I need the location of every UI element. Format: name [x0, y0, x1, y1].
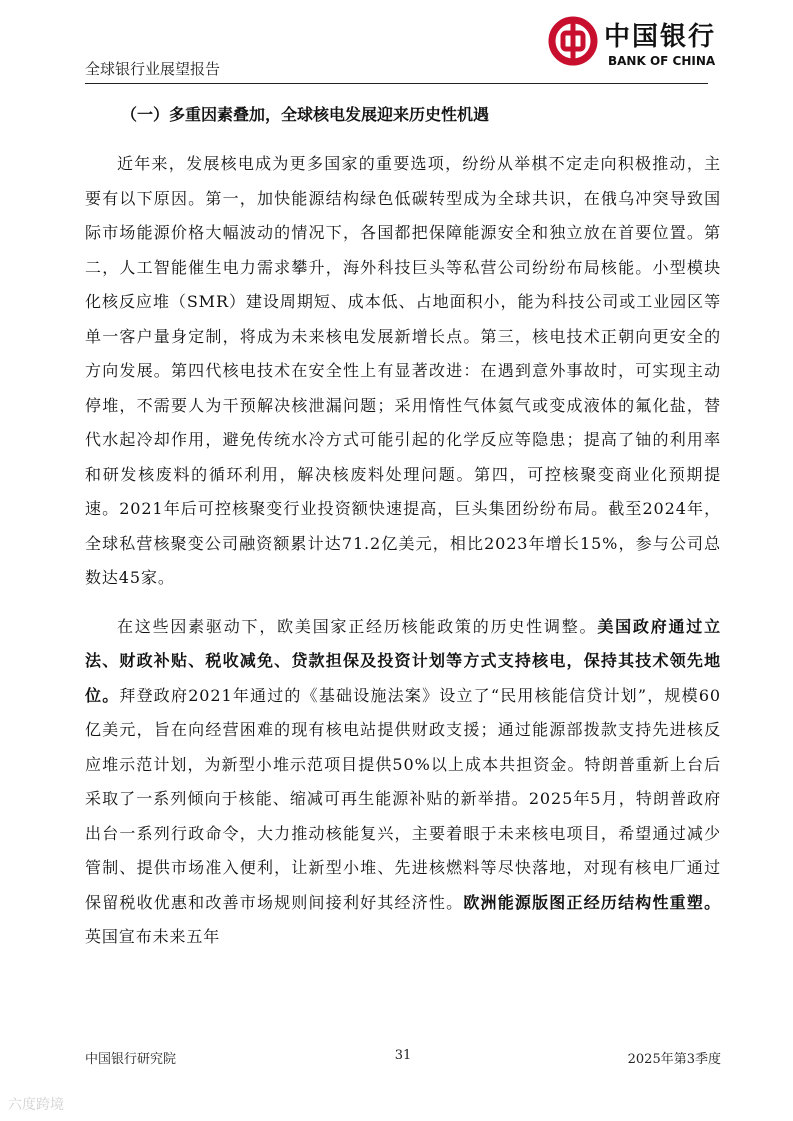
page-content: [85, 98, 721, 955]
watermark: 六度跨境: [8, 1097, 64, 1113]
page-number: 31: [394, 1048, 412, 1063]
bank-logo-icon: [548, 16, 598, 66]
footer-institute: 中国银行研究院: [85, 1052, 177, 1067]
page-footer: [85, 1048, 721, 1070]
bank-of-china-logo: [548, 12, 717, 78]
report-title: 全球银行业展望报告: [85, 60, 221, 78]
paragraph-policy: [85, 610, 721, 955]
page-header: [85, 0, 717, 84]
paragraph-reasons: 近年来，发展核电成为更多国家的重要选项，纷纷从举棋不定走向积极推动，主要有以下原因。第一，加快能源结构绿色低碳转型成为全球共识，在俄乌冲突导致国际市场能源价格大幅波动的情况下，各国都把保障能源安全和独立放在首要位置。第二，人工智能催生电力需求攀升，海外科技巨头等私营公司纷纷布局核能。小型模块化核反应堆（SMR）建设周期短、成本低、占地面积小，能为科技公司或工业园区等单一客户量身定制，将成为未来核电发展新增长点。第三，核电技术正朝向更安全的方向发展。第四代核电技术在安全性上有显著改进：在遇到意外事故时，可实现主动停堆，不需要人为干预解决核泄漏问题；采用惰性气体氦气或变成液体的氟化盐，替代水起冷却作用，避免传统水冷方式可能引起的化学反应等隐患；提高了铀的利用率和研发核废料的循环利用，解决核废料处理问题。第四，可控核聚变商业化预期提速。2021年后可控核聚变行业投资额快速提高，巨头集团纷纷布局。截至2024年，全球私营核聚变公司融资额累计达71.2亿美元，相比2023年增长15%，参与公司总数达45家。: [85, 154, 721, 587]
us-policy-highlight: 美国政府通过立法、财政补贴、税收减免、贷款担保及投资计划等方式支持核电，保持其技术领先地位。: [85, 616, 721, 705]
europe-text: 英国宣布未来五年: [85, 927, 221, 946]
section-heading: （一）多重因素叠加，全球核电发展迎来历史性机遇: [121, 105, 490, 124]
logo-english-name: BANK OF CHINA: [608, 54, 716, 68]
footer-quarter: 2025年第3季度: [627, 1052, 721, 1067]
europe-highlight: 欧洲能源版图正经历结构性重塑。: [463, 892, 721, 912]
logo-chinese-name: 中国银行: [604, 22, 717, 52]
policy-intro-text: 在这些因素驱动下，欧美国家正经历核能政策的历史性调整。: [117, 616, 598, 636]
us-policy-text: 拜登政府2021年通过的《基础设施法案》设立了“民用核能信贷计划”，规模60亿美元，旨在向经营困难的现有核电站提供财政支援；通过能源部拨款支持先进核反应堆示范计划，为新型小堆示范项目提供50%以上成本共担资金。特朗普重新上台后采取了一系列倾向于核能、缩减可再生能源补贴的新举措。2025年5月，特朗普政府出台一系列行政命令，大力推动核能复兴，主要着眼于未来核电项目，希望通过减少管制、提供市场准入便利，让新型小堆、先进核燃料等尽快落地，对现有核电厂通过保留税收优惠和改善市场规则间接利好其经济性。: [85, 685, 721, 912]
